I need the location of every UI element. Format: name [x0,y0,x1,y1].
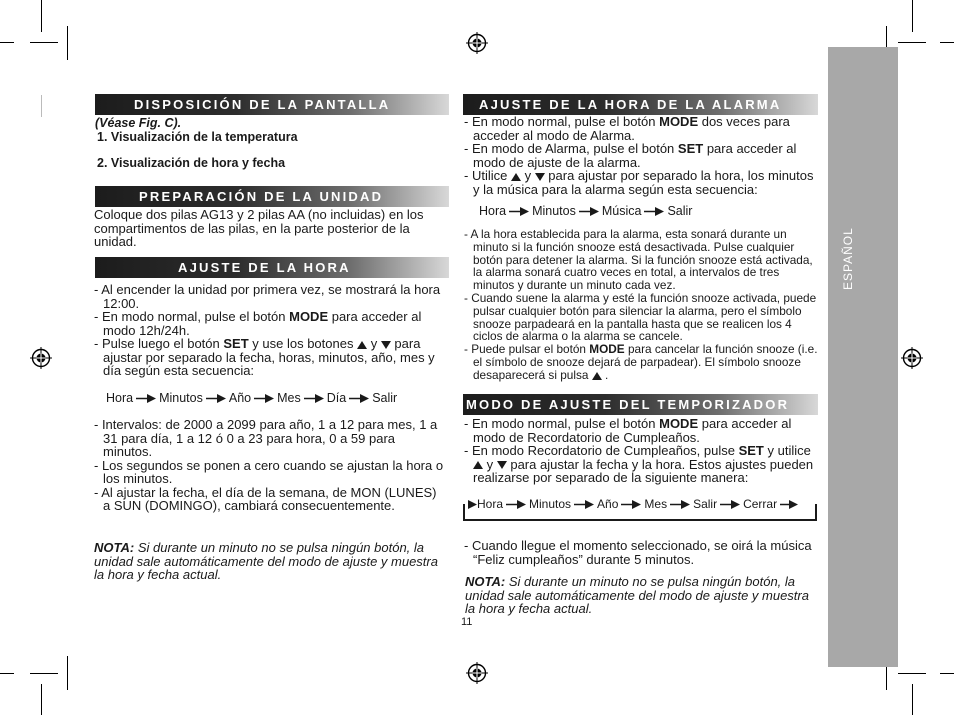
right-arrow-icon [621,500,641,509]
sequence-step: Hora [106,391,134,405]
right-arrow-icon [254,394,274,403]
down-arrow-icon [381,341,391,349]
note-text: Si durante un minuto no se pulsa ningún botón, la unidad sale automáticamente del modo de ajuste y muestra la hora y fecha actual. [94,540,438,582]
registration-mark-icon [901,347,923,369]
time-bullet: - Al ajustar la fecha, el día de la semana, de MON (LUNES) a SUN (DOMINGO), cambiará consecuentemente. [94,484,437,513]
right-arrow-icon [574,500,594,509]
note-label: NOTA: [465,574,506,589]
set-key-label: SET [677,141,704,156]
up-arrow-icon [473,461,483,469]
section-header-timer [463,394,818,415]
down-arrow-icon [497,461,507,469]
alarm-sequence [479,204,692,218]
time-bullet: - Intervalos: de 2000 a 2099 para año, 1 a 12 para mes, 1 a 31 para día, 1 a 12 ó 0 a 23 para hora, 0 a 59 para minutos. [94,417,438,459]
time-sequence [106,391,397,405]
right-arrow-icon [720,500,740,509]
sequence-step: Minutos [529,497,572,511]
sequence-step: Salir [693,497,718,511]
time-bullet: - Al encender la unidad por primera vez, se mostrará la hora 12:00. [94,282,441,311]
crop-mark [30,42,58,43]
language-label: ESPAÑOL [841,227,855,290]
sequence-step: Cerrar [743,497,778,511]
right-arrow-icon [349,394,369,403]
preparation-text: Coloque dos pilas AG13 y 2 pilas AA (no incluidas) en los compartimentos de las pilas, en la parte posterior de la unidad. [94,207,424,249]
sequence-step: Música [601,204,642,218]
crop-mark [67,656,68,690]
crop-mark [41,95,42,117]
crop-mark [940,673,954,674]
right-arrow-icon [579,207,599,216]
timer-bullet: - Cuando llegue el momento seleccionado, se oirá la música “Feliz cumpleaños” durante 5 minutos. [464,538,812,567]
right-arrow-icon [670,500,690,509]
display-item-temperature: 1. Visualización de la temperatura [97,129,298,144]
sequence-step: Hora [479,204,507,218]
set-key-label: SET [738,443,764,458]
sequence-step: Mes [277,391,301,405]
section-title: MODO DE AJUSTE DEL TEMPORIZADOR [466,397,790,412]
time-bullet: - En modo normal, pulse el botón MODE para acceder al modo 12h/24h. [94,309,422,338]
note-label: NOTA: [94,540,135,555]
alarm-bullet: - En modo de Alarma, pulse el botón SET para acceder al modo de ajuste de la alarma. [464,141,797,170]
right-arrow-icon [465,500,477,509]
timer-details [464,539,818,566]
time-setting-body [94,283,444,378]
section-header-preparation [95,186,449,207]
timer-note [465,575,819,616]
right-arrow-icon [644,207,664,216]
registration-mark-icon [466,32,488,54]
alarm-bullet: - En modo normal, pulse el botón MODE dos veces para acceder al modo de Alarma. [464,114,790,143]
alarm-bullet: - Utilice y para ajustar por separado la hora, los minutos y la música para la alarma según esta secuencia: [464,168,814,197]
right-arrow-icon [136,394,156,403]
sequence-step: Año [597,497,619,511]
alarm-bullet: - Puede pulsar el botón MODE para cancelar la función snooze (i.e. el símbolo de snooze dejará de parpadear). El símbolo snooze desaparecerá si pulsa . [464,342,818,382]
crop-mark [912,684,913,715]
sequence-step: Minutos [532,204,576,218]
time-setting-details [94,418,444,513]
language-side-tab [828,47,898,667]
timer-bullet: - En modo Recordatorio de Cumpleaños, pulse SET y utilice y para ajustar la fecha y la hora. Estos ajustes pueden realizarse por separado de la siguiente manera: [464,443,814,485]
note-text: Si durante un minuto no se pulsa ningún botón, la unidad sale automáticamente del modo de ajuste y muestra la hora y fecha actual. [465,574,809,616]
crop-mark [898,42,926,43]
page-number: 11 [461,616,473,628]
crop-mark [30,673,58,674]
sequence-step: Hora [477,497,504,511]
mode-key-label: MODE [589,342,625,357]
time-bullet: - Pulse luego el botón SET y use los botones y para ajustar por separado la fecha, horas, minutos, año, mes y día según esta secuencia: [94,336,435,378]
right-arrow-icon [780,500,798,509]
sequence-step: Año [228,391,252,405]
section-header-time-setting [95,257,449,278]
figure-reference: (Véase Fig. C). [95,116,182,130]
up-arrow-icon [592,372,602,380]
registration-mark-icon [30,347,52,369]
alarm-body [464,115,818,196]
time-setting-note [94,541,444,582]
time-bullet: - Los segundos se ponen a cero cuando se ajustan la hora o los minutos. [94,457,444,486]
display-section-body [95,117,449,171]
loop-line [463,519,817,521]
display-item-time-date: 2. Visualización de hora y fecha [97,156,286,170]
registration-mark-icon [466,662,488,684]
set-key-label: SET [223,336,249,351]
mode-key-label: MODE [659,114,699,129]
alarm-snooze-details [464,228,820,382]
crop-mark [67,26,68,60]
section-title: PREPARACIÓN DE LA UNIDAD [139,189,384,204]
timer-sequence [465,497,798,511]
alarm-bullet: - Cuando suene la alarma y esté la función snooze activada, puede pulsar cualquier botón para silenciar la alarma, pero el símbolo snooze parpadeará en la pantalla hasta que se realicen los 4 ciclos de alarma o la alarma se cancele. [464,290,817,344]
mode-key-label: MODE [289,309,329,324]
section-header-alarm [463,94,818,115]
loop-line [815,504,817,520]
right-arrow-icon [304,394,324,403]
crop-mark [940,42,954,43]
right-arrow-icon [206,394,226,403]
crop-mark [0,673,14,674]
section-title: DISPOSICIÓN DE LA PANTALLA [134,97,391,112]
section-title: AJUSTE DE LA HORA DE LA ALARMA [479,97,782,112]
crop-mark [898,673,926,674]
sequence-step: Mes [644,497,668,511]
timer-bullet: - En modo normal, pulse el botón MODE para acceder al modo de Recordatorio de Cumpleaños. [464,416,792,445]
up-arrow-icon [357,341,367,349]
alarm-bullet: - A la hora establecida para la alarma, esta sonará durante un minuto si la función snooze está desactivada. Pulse cualquier botón para detener la alarma. Si la función snooze está activada, la alarma sonará cuatro veces en total, a intervalos de tres minutos y durante un minuto cada vez. [464,227,813,293]
sequence-step: Salir [372,391,398,405]
crop-mark [41,684,42,715]
crop-mark [41,0,42,32]
timer-body [464,417,820,485]
section-header-display [95,94,449,115]
sequence-step: Salir [667,204,693,218]
crop-mark [0,42,14,43]
up-arrow-icon [511,173,521,181]
mode-key-label: MODE [659,416,699,431]
sequence-step: Día [326,391,347,405]
crop-mark [912,0,913,32]
sequence-step: Minutos [159,391,203,405]
section-title: AJUSTE DE LA HORA [178,260,351,275]
right-arrow-icon [506,500,526,509]
right-arrow-icon [509,207,529,216]
down-arrow-icon [535,173,545,181]
